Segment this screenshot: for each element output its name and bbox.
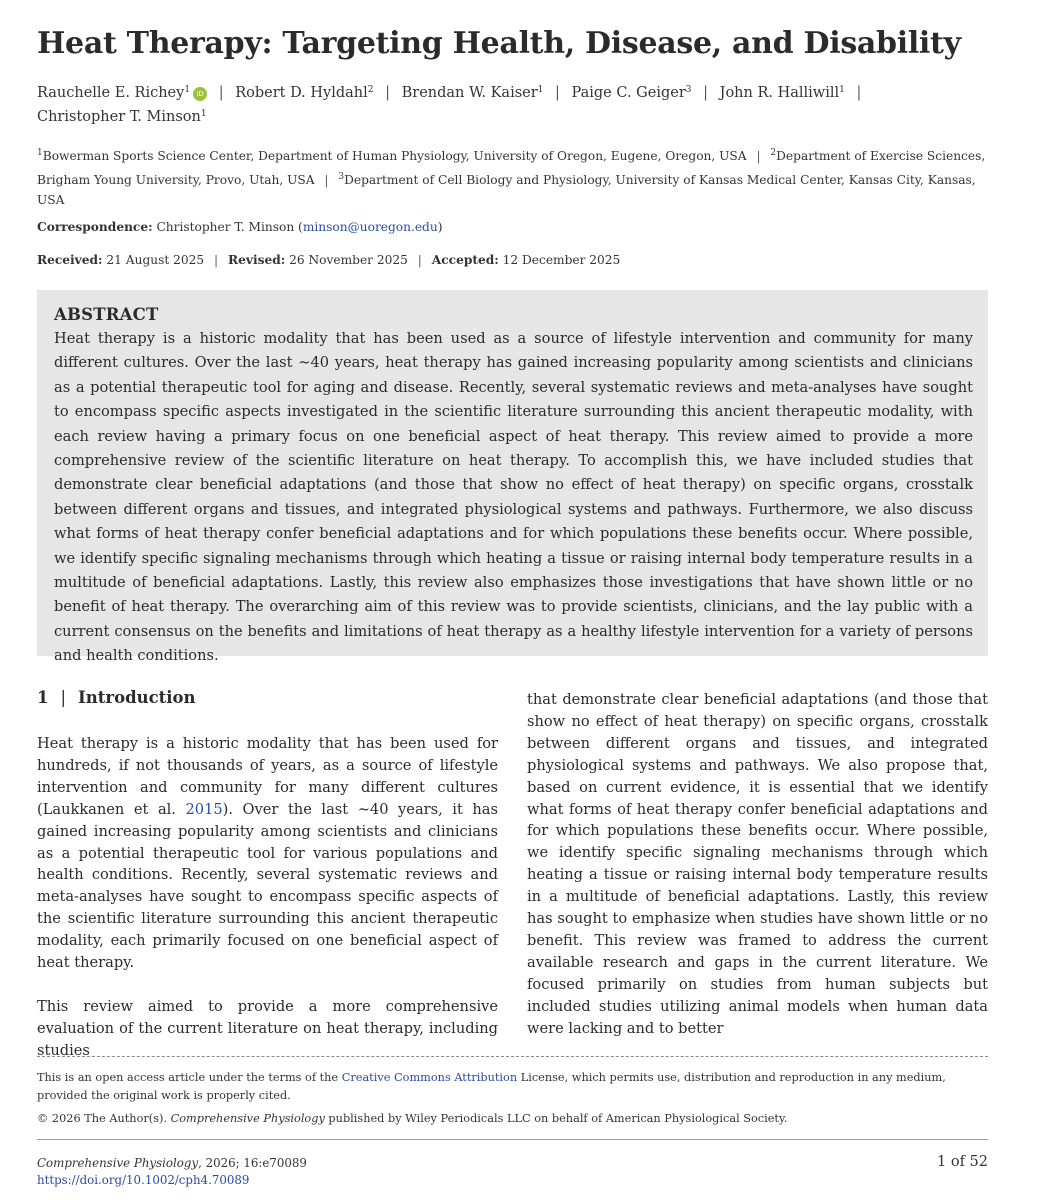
section-heading (37, 688, 196, 707)
license-notice (37, 1069, 988, 1105)
copyright-journal: Comprehensive Physiology (170, 1112, 325, 1125)
citation-link[interactable]: 2015 (185, 800, 223, 818)
intro-text: Heat therapy is a historic modality that has been used for hundreds, if not thousands of years, as a source of lifestyle intervention and community for many different cultures (Laukkanen et al. (37, 735, 498, 818)
revised-date: 26 November 2025 (289, 253, 408, 267)
abstract-box (37, 290, 988, 665)
copyright-text: published by Wiley Periodicals LLC on behalf of American Physiological Society. (324, 1112, 788, 1125)
section-separator: | (60, 688, 67, 707)
page-number: 1 of 52 (937, 1154, 988, 1170)
date-separator: | (417, 253, 422, 267)
abstract-heading: ABSTRACT (54, 305, 159, 324)
author-affiliation-marker: 3 (685, 85, 692, 95)
section-number: 1 (37, 688, 49, 707)
author-affiliation-marker: 1 (537, 85, 544, 95)
article-title: Heat Therapy: Targeting Health, Disease, and Disability (37, 26, 961, 61)
affiliation-text: Department of Cell Biology and Physiology, University of Kansas Medical Center, Kansas City, Kansas, USA (37, 172, 976, 207)
copyright-notice (37, 1112, 787, 1125)
author-separator: | (555, 85, 560, 101)
license-text: License, which permits use, distribution and reproduction in any medium, provided the original work is properly cited. (37, 1071, 946, 1102)
author-name[interactable]: Robert D. Hyldahl (235, 85, 368, 101)
affiliation-text: Bowerman Sports Science Center, Department of Human Physiology, University of Oregon, Eugene, Oregon, USA (42, 149, 747, 163)
license-text: This is an open access article under the terms of the (37, 1071, 342, 1084)
author-separator: | (385, 85, 391, 101)
author-affiliation-marker: 1 (184, 85, 191, 95)
footer-rule (37, 1139, 988, 1140)
intro-paragraph: that demonstrate clear beneficial adaptations (and those that show no effect of heat therapy) on specific organs, crosstalk between different organs and tissues, and integrated physiological systems and pathways. We also propose that, based on current evidence, it is essential that we identify what forms of heat therapy confer beneficial adaptations and for which populations these benefits occur. Where possible, we identify specific signaling mechanisms through which heating a tissue or raising internal body temperature results in a multitude of beneficial adaptations. Lastly, this review has sought to emphasize when studies have shown little or no benefit. This review was framed to address the current available research and gaps in the current literature. We focused primarily on studies from human subjects but included studies utilizing animal models when human data were lacking and to better (527, 691, 988, 1037)
intro-paragraph (37, 733, 498, 974)
doi-link[interactable]: https://doi.org/10.1002/cph4.70089 (37, 1173, 250, 1187)
author-name[interactable]: Christopher T. Minson (37, 109, 201, 125)
author-name[interactable]: Rauchelle E. Richey (37, 85, 185, 101)
author-name[interactable]: Paige C. Geiger (571, 85, 686, 101)
journal-name: Comprehensive Physiology (37, 1156, 199, 1170)
author-separator: | (856, 85, 862, 101)
received-date: 21 August 2025 (106, 253, 205, 267)
orcid-icon[interactable]: iD (193, 87, 207, 101)
affiliation-number: 1 (37, 148, 43, 158)
author-list (37, 80, 997, 128)
correspondence-email-link[interactable]: minson@uoregon.edu (302, 220, 438, 234)
correspondence: Correspondence: Christopher T. Minson (minson@uoregon.edu) (37, 220, 443, 234)
license-link[interactable]: Creative Commons Attribution (341, 1071, 518, 1084)
author-name[interactable]: John R. Halliwill (719, 85, 840, 101)
intro-right-column (527, 689, 988, 1040)
author-affiliation-marker: 1 (839, 85, 845, 95)
received-label: Received: (37, 253, 103, 267)
accepted-label: Accepted: (431, 253, 499, 267)
footer-dotted-divider (37, 1056, 988, 1057)
intro-left-column (37, 733, 498, 1062)
correspondence-label: Correspondence: (37, 220, 153, 234)
journal-citation: , 2026; 16:e70089 (198, 1156, 307, 1170)
correspondence-name: Christopher T. Minson (156, 220, 295, 234)
affiliation-separator: | (324, 172, 329, 187)
abstract-text: Heat therapy is a historic modality that has been used as a source of lifestyle intervention and community for many different cultures. Over the last ~40 years, heat therapy has gained increasing popularity among scientists and clinicians as a potential therapeutic tool for aging and disease. Recently, several systematic reviews and meta-analyses have sought to encompass specific aspects investigated in the scientific literature surrounding this ancient therapeutic modality, with each review having a primary focus on one beneficial aspect of heat therapy. This review aimed to provide a more comprehensive review of the scientific literature on heat therapy. To accomplish this, we have included studies that demonstrate clear beneficial adaptations (and those that show no effect of heat therapy) on specific organs, crosstalk between different organs and tissues, and integrated physiological systems and pathways. Furthermore, we also discuss what forms of heat therapy confer beneficial adaptations and for which populations these benefits occur. Where possible, we identify specific signaling mechanisms through which heating a tissue or raising internal body temperature results in a multitude of beneficial adaptations. Lastly, this review also emphasizes those investigations that have shown little or no benefit of heat therapy. The overarching aim of this review was to provide scientists, clinicians, and the lay public with a current consensus on the benefits and limitations of heat therapy as a healthy lifestyle intervention for a variety of persons and health conditions. (54, 330, 973, 665)
affiliation-separator: | (756, 149, 761, 163)
affiliation-number: 3 (338, 171, 345, 182)
intro-paragraph: This review aimed to provide a more comprehensive evaluation of the current literature on heat therapy, including studies (37, 997, 498, 1059)
affiliation-text: Department of Exercise Sciences, Brigham Young University, Provo, Utah, USA (37, 149, 986, 187)
author-affiliation-marker: 2 (367, 85, 374, 95)
author-separator: | (703, 85, 709, 101)
section-title: Introduction (78, 688, 196, 707)
accepted-date: 12 December 2025 (502, 253, 621, 267)
date-separator: | (214, 253, 219, 267)
author-name[interactable]: Brendan W. Kaiser (401, 85, 538, 101)
revised-label: Revised: (228, 253, 286, 267)
intro-text: ). Over the last ~40 years, it has gained increasing popularity among scientists and clinicians as a potential therapeutic tool for various populations and health conditions. Recently, several systematic reviews and meta-analyses have sought to encompass specific aspects of the scientific literature surrounding this ancient therapeutic modality, each primarily focused on one beneficial aspect of heat therapy. (37, 800, 498, 972)
affiliations (37, 143, 997, 211)
author-separator: | (218, 85, 224, 101)
article-dates (37, 253, 620, 267)
affiliation-number: 2 (770, 148, 777, 158)
copyright-text: © 2026 The Author(s). (37, 1112, 171, 1125)
journal-footer (37, 1155, 307, 1189)
author-affiliation-marker: 1 (200, 109, 207, 119)
